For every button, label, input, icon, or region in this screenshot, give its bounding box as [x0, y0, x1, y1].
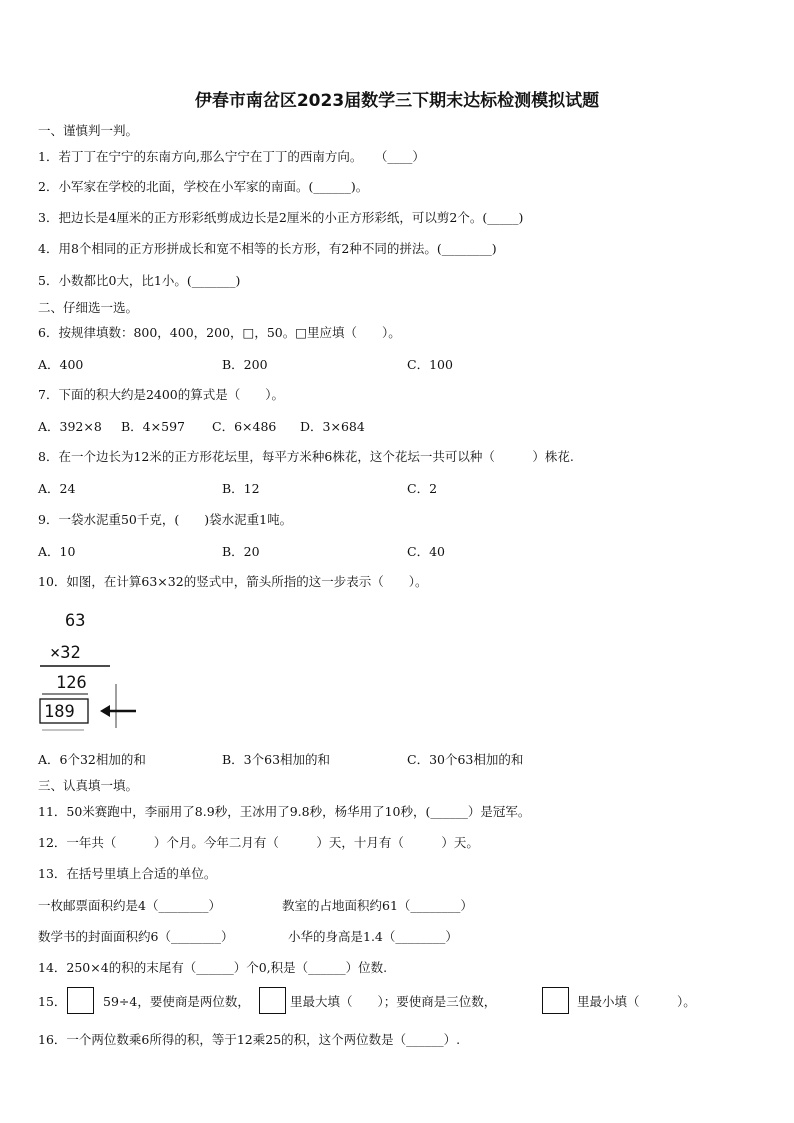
- section-heading-2: 二、仔细选一选。: [38, 300, 139, 315]
- question-4: 4．用8个相同的正方形拼成长和宽不相等的长方形，有2种不同的拼法。(________): [38, 241, 497, 256]
- question-12: 12．一年共（ ）个月。今年二月有（ ）天，十月有（ ）天。: [38, 835, 479, 850]
- section-heading-1: 一、谨慎判一判。: [38, 123, 139, 138]
- question-7-option-d: D．3×684: [300, 419, 365, 434]
- question-10-option-b: B．3个63相加的和: [222, 752, 331, 767]
- question-15-part-2: 里最大填（ ）；要使商是三位数，: [290, 994, 497, 1009]
- question-15-blank-box-1: [67, 987, 94, 1014]
- question-9: 9．一袋水泥重50千克，( )袋水泥重1吨。: [38, 512, 293, 527]
- question-9-option-b: B．20: [222, 544, 260, 559]
- question-15-part-1: 59÷4，要使商是两位数，: [103, 994, 250, 1009]
- question-13-item-b: 教室的占地面积约61（________）: [282, 898, 473, 913]
- figure-multiplier: ×32: [50, 643, 81, 663]
- arrow-left-icon: [100, 705, 136, 717]
- question-13-item-a: 一枚邮票面积约是4（________）: [38, 898, 221, 913]
- question-15-blank-box-3: [542, 987, 569, 1014]
- question-16: 16．一个两位数乘6所得的积，等于12乘25的积，这个两位数是（______）.: [38, 1032, 461, 1047]
- question-15-blank-box-2: [259, 987, 286, 1014]
- question-8-option-b: B．12: [222, 481, 260, 496]
- question-11: 11．50米赛跑中，李丽用了8.9秒，王冰用了9.8秒，杨华用了10秒，(______）是冠军。: [38, 804, 531, 819]
- question-1: 1．若丁丁在宁宁的东南方向,那么宁宁在丁丁的西南方向。 （____）: [38, 149, 425, 164]
- question-9-option-c: C．40: [407, 544, 445, 559]
- question-15-number: 15．: [38, 994, 67, 1009]
- question-9-option-a: A．10: [38, 544, 76, 559]
- question-13-item-c: 数学书的封面面积约6（________）: [38, 929, 234, 944]
- question-8-option-c: C．2: [407, 481, 438, 496]
- question-13: 13．在括号里填上合适的单位。: [38, 866, 217, 881]
- question-6-option-b: B．200: [222, 357, 268, 372]
- figure-partial-product-2: 189: [44, 702, 75, 722]
- figure-multiplicand: 63: [65, 611, 86, 631]
- question-6-option-a: A．400: [38, 357, 84, 372]
- section-heading-3: 三、认真填一填。: [38, 778, 139, 793]
- question-6: 6．按规律填数：800，400，200，□，50。□里应填（ ）。: [38, 325, 401, 340]
- question-3: 3．把边长是4厘米的正方形彩纸剪成边长是2厘米的小正方形彩纸，可以剪2个。(_____): [38, 210, 524, 225]
- question-10-option-a: A．6个32相加的和: [38, 752, 146, 767]
- question-7-option-b: B．4×597: [121, 419, 185, 434]
- question-7-option-c: C．6×486: [212, 419, 277, 434]
- question-6-option-c: C．100: [407, 357, 453, 372]
- question-2: 2．小军家在学校的北面，学校在小军家的南面。(______)。: [38, 179, 369, 194]
- figure-partial-product-1: 126: [56, 673, 87, 693]
- question-14: 14．250×4的积的末尾有（______）个0,积是（______）位数.: [38, 960, 388, 975]
- vertical-multiplication-figure: [38, 606, 148, 734]
- question-5: 5．小数都比0大，比1小。(_______): [38, 273, 241, 288]
- question-10-option-c: C．30个63相加的和: [407, 752, 524, 767]
- page-title: 伊春市南岔区2023届数学三下期末达标检测模拟试题: [194, 91, 600, 111]
- question-8: 8．在一个边长为12米的正方形花坛里，每平方米种6株花，这个花坛一共可以种（ ）株花.: [38, 449, 574, 464]
- question-7-option-a: A．392×8: [38, 419, 102, 434]
- question-15-part-3: 里最小填（ ）。: [577, 994, 696, 1009]
- question-13-item-d: 小华的身高是1.4（________）: [288, 929, 458, 944]
- question-10: 10．如图，在计算63×32的竖式中，箭头所指的这一步表示（ ）。: [38, 574, 428, 589]
- question-8-option-a: A．24: [38, 481, 76, 496]
- question-7: 7．下面的积大约是2400的算式是（ ）。: [38, 387, 285, 402]
